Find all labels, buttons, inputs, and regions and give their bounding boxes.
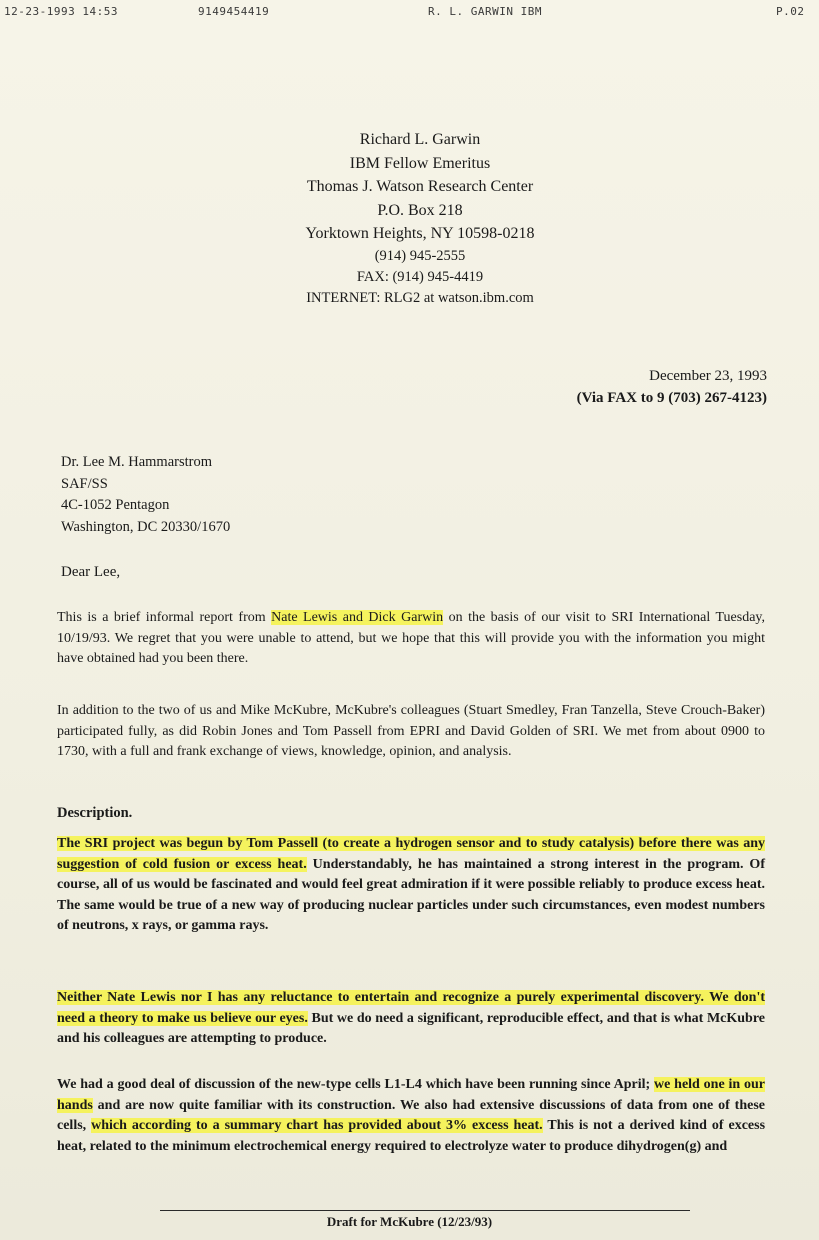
paragraph-3 (57, 834, 765, 937)
paragraph-3-text: Understandably, he has maintained a strong interest in the program. Of course, all of us would be fascinated and would feel great admiration if it were possible reliably to produce excess heat. The same would be true of a new way of producing nuclear particles under such circumstances, even modest numbers of neutrons, x rays, or gamma rays. (57, 856, 765, 933)
letterhead-fax: FAX: (914) 945-4419 (356, 268, 484, 285)
paragraph-4-text: But we do need a significant, reproducible effect, and that is what McKubre and his colleagues are attempting to produce. (57, 1010, 766, 1046)
letterhead-organization: Thomas J. Watson Research Center (306, 178, 534, 195)
paragraph-5-text-2: and are now quite familiar with its construction. We also had extensive discussions of data from one of these cells, (57, 1097, 765, 1133)
highlight-project-origin: The SRI project was begun by Tom Passell (to create a hydrogen sensor and to study catalysis) before there was any suggestion of cold fusion or excess heat. (57, 836, 765, 872)
letterhead-name: Richard L. Garwin (359, 131, 481, 148)
paragraph-1-text-cont: on the basis of our visit to SRI International Tuesday, 10/19/93. We regret that you were unable to attend, but we hope that this will provide you with the information you might have obtained had you been there. (57, 610, 765, 666)
letterhead (250, 128, 590, 309)
letterhead-internet: INTERNET: RLG2 at watson.ibm.com (306, 289, 534, 306)
fax-sender: R. L. GARWIN IBM (428, 5, 542, 18)
date-block (577, 365, 767, 409)
highlight-authors: Nate Lewis and Dick Garwin (271, 610, 444, 625)
recipient-office: SAF/SS (61, 475, 108, 492)
paragraph-5-text: We had a good deal of discussion of the new-type cells L1-L4 which have been running since April; (57, 1077, 655, 1092)
recipient-name: Dr. Lee M. Hammarstrom (61, 454, 213, 470)
letterhead-title: IBM Fellow Emeritus (349, 154, 491, 172)
letter-date: December 23, 1993 (649, 368, 767, 384)
recipient-address (61, 452, 230, 538)
letterhead-phone: (914) 945-2555 (374, 247, 466, 264)
paragraph-1-text: This is a brief informal report from (57, 610, 272, 625)
paragraph-4 (57, 988, 765, 1050)
section-heading: Description. (57, 805, 133, 821)
recipient-city: Washington, DC 20330/1670 (61, 518, 231, 535)
fax-header (0, 2, 819, 20)
fax-datetime: 12-23-1993 14:53 (4, 5, 118, 18)
footer-draft-note: Draft for McKubre (12/23/93) (326, 1214, 493, 1229)
footer-divider (160, 1210, 690, 1211)
fax-number: 9149454419 (198, 5, 270, 18)
highlight-excess-heat: which according to a summary chart has provided about 3% excess heat. (91, 1118, 543, 1133)
letterhead-city: Yorktown Heights, NY 10598-0218 (305, 225, 535, 242)
paragraph-5-text-3: This is not a derived kind of excess heat, related to the minimum electrochemical energy required to electrolyze water to produce dihydrogen(g) and (57, 1118, 766, 1154)
recipient-room: 4C-1052 Pentagon (61, 497, 170, 513)
salutation: Dear Lee, (61, 564, 121, 580)
highlight-reluctance: Neither Nate Lewis nor I has any reluctance to entertain and recognize a purely experimental discovery. We don't need a theory to make us believe our eyes. (57, 990, 765, 1026)
fax-page: P.02 (776, 5, 805, 18)
highlight-held-cell: we held one in our hands (57, 1077, 765, 1113)
paragraph-5 (57, 1075, 765, 1157)
paragraph-1 (57, 608, 765, 670)
paragraph-2: In addition to the two of us and Mike McKubre, McKubre's colleagues (Stuart Smedley, Fran Tanzella, Steve Crouch-Baker) participated fully, as did Robin Jones and Tom Passell from EPRI and David Golden of SRI. We met from about 0900 to 1730, with a full and frank exchange of views, knowledge, opinion, and analysis. (57, 703, 765, 759)
letterhead-po-box: P.O. Box 218 (377, 201, 463, 219)
via-fax: (Via FAX to 9 (703) 267-4123) (576, 390, 767, 406)
